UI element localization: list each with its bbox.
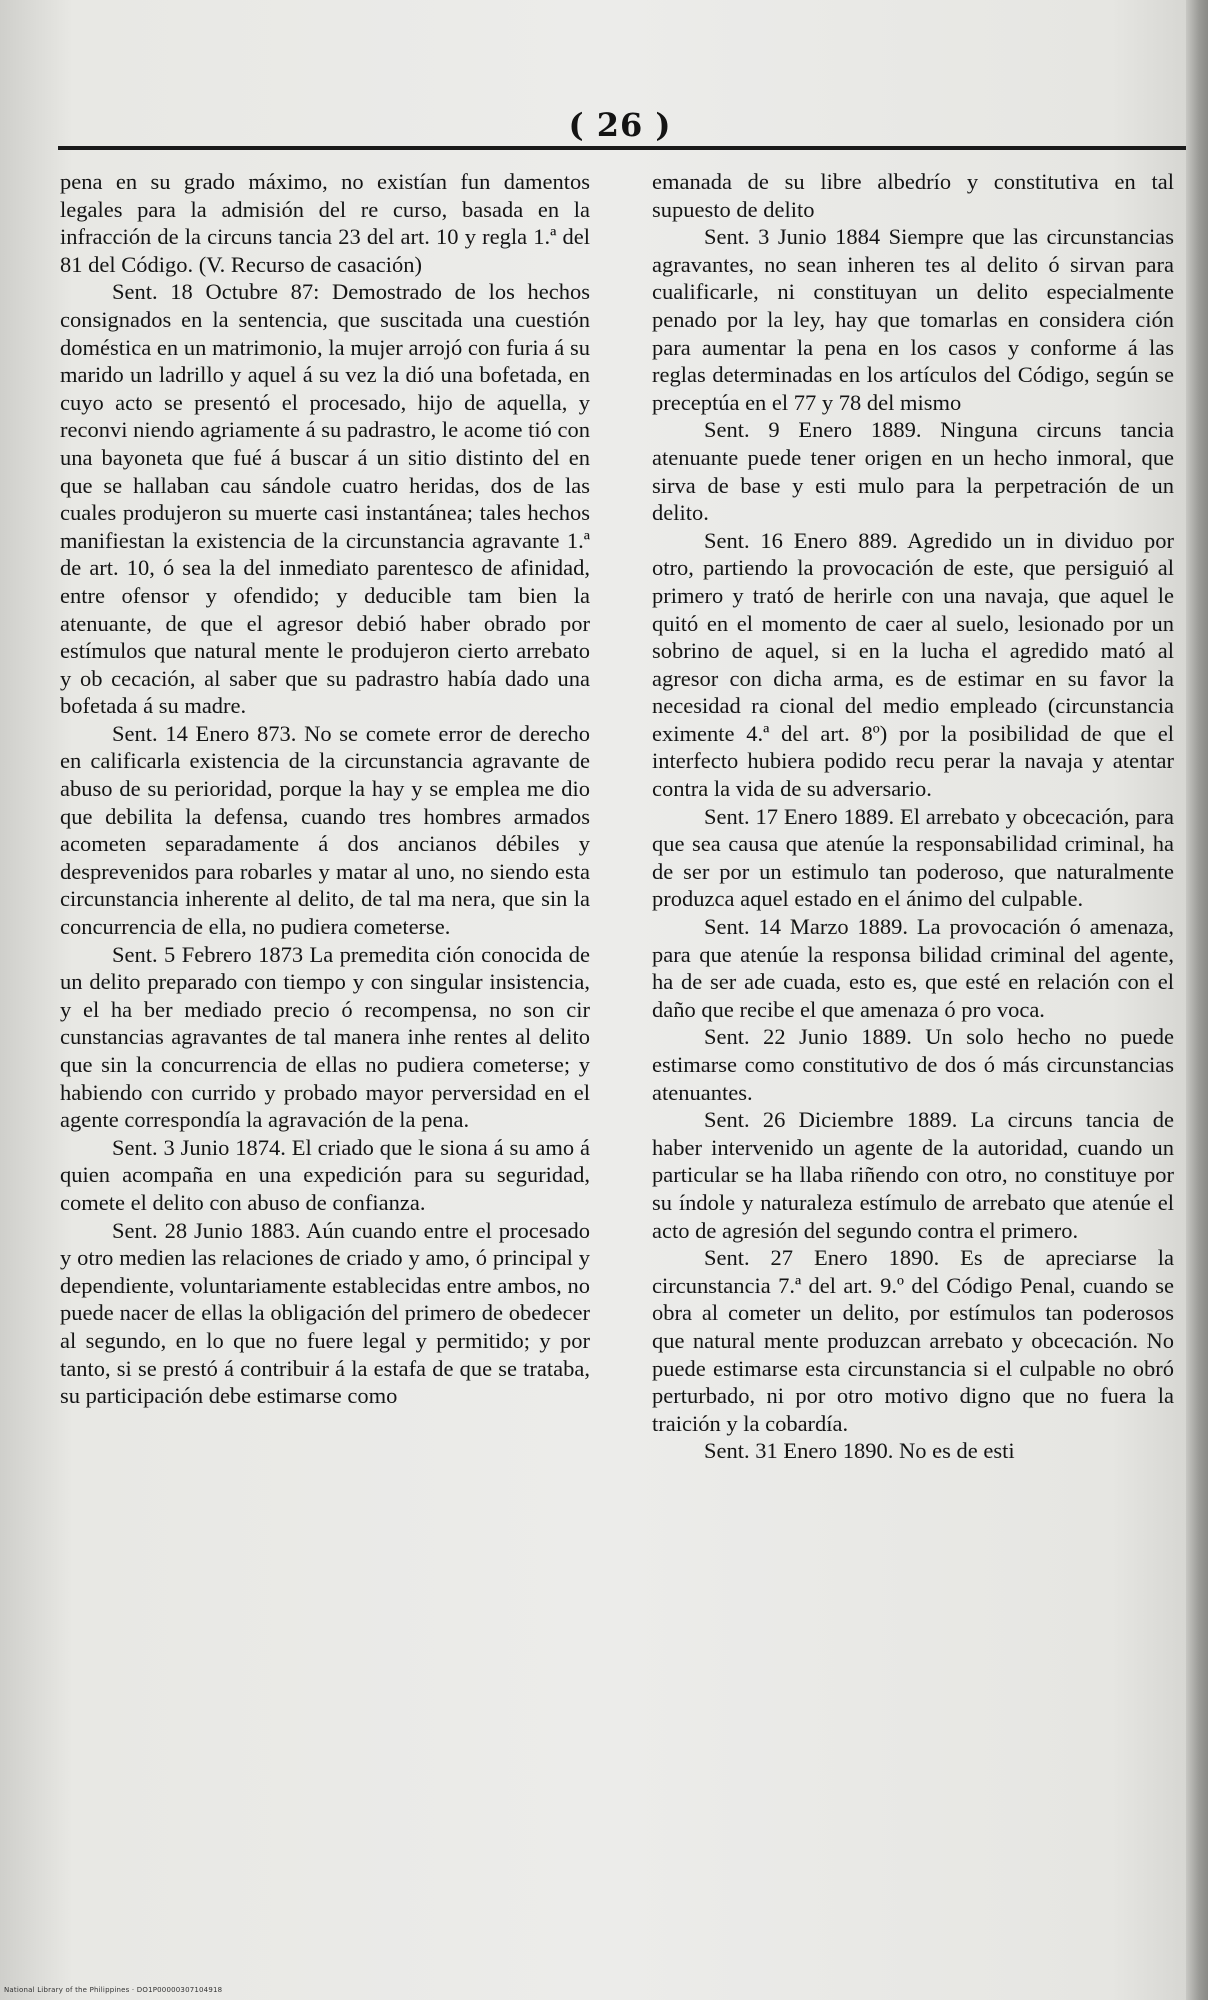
left-column <box>60 168 590 1410</box>
paragraph: Sent. 9 Enero 1889. Ninguna circuns tancia atenuante puede tener origen en un hecho inmoral, que sirva de base y esti mulo para la perpetración de un delito. <box>652 417 1174 526</box>
paragraph: Sent. 5 Febrero 1873 La premedita ción conocida de un delito preparado con tiempo y con singular insistencia, y el ha ber mediado precio ó recompensa, no son cir cunstancias agravantes de tal manera inhe rentes al delito que sin la concurrencia de ellas no pudiera cometerse; y habiendo con currido y probado mayor perversidad en el agente correspondía la agravación de la pena. <box>60 941 590 1133</box>
paragraph: Sent. 17 Enero 1889. El arrebato y obcecación, para que sea causa que atenúe la responsabilidad criminal, ha de ser por un estimulo tan poderoso, que naturalmente produzca aquel estado en el ánimo del culpable. <box>652 803 1174 912</box>
paragraph: Sent. 26 Diciembre 1889. La circuns tancia de haber intervenido un agente de la autoridad, cuando un particular se ha llaba riñendo con otro, no constituye por su índole y naturaleza estímulo de arrebato que atenúe el acto de agresión del segundo contra el primero. <box>652 1107 1174 1243</box>
paragraph: Sent. 14 Marzo 1889. La provocación ó amenaza, para que atenúe la responsa bilidad criminal del agente, ha de ser ade cuada, esto es, que esté en relación con el daño que recibe el que amenaza ó pro voca. <box>652 914 1174 1022</box>
library-stamp: National Library of the Philippines · DO1P00000307104918 <box>4 1986 223 1994</box>
page-header <box>0 102 1208 152</box>
paragraph: pena en su grado máximo, no existían fun damentos legales para la admisión del re curso, basada en la infracción de la circuns tancia 23 del art. 10 y regla 1.ª del 81 del Código. (V. Recurso de casación) <box>60 169 590 277</box>
paragraph: emanada de su libre albedrío y constitutiva en tal supuesto de delito <box>652 169 1174 222</box>
paragraph: Sent. 18 Octubre 87: Demostrado de los hechos consignados en la sentencia, que suscitada una cuestión doméstica en un matrimonio, la mujer arrojó con furia á su marido un ladrillo y aquel á su vez la dió una bofetada, en cuyo acto se presentó el procesado, hijo de aquella, y reconvi niendo agriamente á su padrastro, le acome tió con una bayoneta que fué á buscar á un sitio distinto del en que se hallaban cau sándole cuatro heridas, dos de las cuales produjeron su muerte casi instantánea; tales hechos manifiestan la existencia de la circunstancia agravante 1.ª de art. 10, ó sea la del inmediato parentesco de afinidad, entre ofensor y ofendido; y deducible tam bien la atenuante, de que el agresor debió haber obrado por estímulos que natural mente le produjeron cierto arrebato y ob cecación, al saber que su padrastro había dado una bofetada á su madre. <box>60 279 590 719</box>
header-rule <box>58 146 1186 150</box>
page-edge-shadow <box>1186 0 1208 2000</box>
page-number: ( 26 ) <box>568 106 672 144</box>
paragraph: Sent. 22 Junio 1889. Un solo hecho no puede estimarse como constitutivo de dos ó más circunstancias atenuantes. <box>652 1024 1174 1105</box>
paragraph: Sent. 31 Enero 1890. No es de esti <box>704 1438 1015 1464</box>
paragraph: Sent. 3 Junio 1874. El criado que le siona á su amo á quien acompaña en una expedición para su seguridad, comete el delito con abuso de confianza. <box>60 1134 590 1215</box>
paragraph: Sent. 28 Junio 1883. Aún cuando entre el procesado y otro medien las relaciones de criado y amo, ó principal y dependiente, voluntariamente establecidas entre ambos, no puede nacer de ellas la obligación del primero de obedecer al segundo, en lo que no fuere legal y permitido; y por tanto, si se prestó á contribuir á la estafa de que se trataba, su participación debe estimarse como <box>60 1217 590 1409</box>
paragraph: Sent. 27 Enero 1890. Es de apreciarse la circunstancia 7.ª del art. 9.º del Código Penal, cuando se obra al cometer un delito, por estímulos tan poderosos que natural mente produzcan arrebato y obcecación. No puede estimarse esta circunstancia si el culpable no obró perturbado, ni por otro motivo digno que no fuera la traición y la cobardía. <box>652 1245 1174 1436</box>
paragraph: Sent. 14 Enero 873. No se comete error de derecho en calificarla existencia de la circunstancia agravante de abuso de su perioridad, porque la hay y se emplea me dio que debilita la defensa, cuando tres hombres armados acometen separadamente á dos ancianos débiles y desprevenidos para robarles y matar al uno, no siendo esta circunstancia inherente al delito, de tal ma nera, que sin la concurrencia de ella, no pudiera cometerse. <box>60 720 590 940</box>
right-column <box>652 168 1174 1465</box>
paragraph: Sent. 3 Junio 1884 Siempre que las circunstancias agravantes, no sean inheren tes al delito ó sirvan para cualificarle, ni constituyan un delito especialmente penado por la ley, hay que tomarlas en considera ción para aumentar la pena en los casos y conforme á las reglas determinadas en los artículos del Código, según se preceptúa en el 77 y 78 del mismo <box>652 224 1174 415</box>
paragraph: Sent. 16 Enero 889. Agredido un in dividuo por otro, partiendo la provocación de este, que persiguió al primero y trató de herirle con una navaja, que aquel le quitó en el momento de caer al suelo, lesionado por un sobrino de aquel, si en la lucha el agredido mató al agresor con dicha arma, es de estimar en su favor la necesidad ra cional del medio empleado (circunstancia eximente 4.ª del art. 8º) por la posibilidad de que el interfecto hubiera podido recu perar la navaja y atentar contra la vida de su adversario. <box>652 527 1174 802</box>
